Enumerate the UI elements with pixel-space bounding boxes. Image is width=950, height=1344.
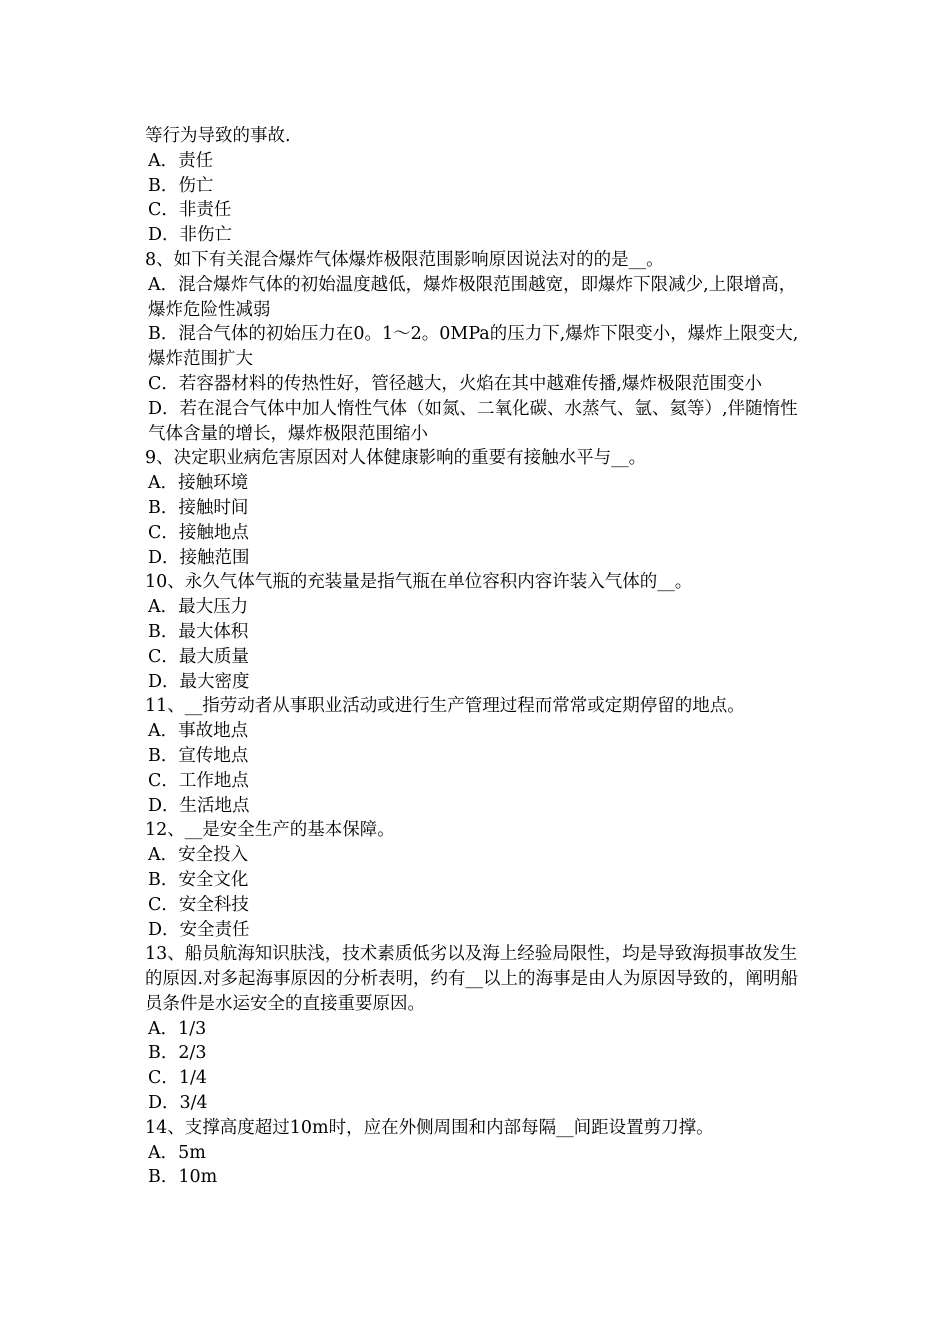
option-line: B．安全文化 xyxy=(148,869,249,890)
option-line: D．最大密度 xyxy=(148,671,250,692)
option-line: B．混合气体的初始压力在0。1～2。0MPa的压力下,爆炸下限变小，爆炸上限变大,爆炸范围扩大 xyxy=(148,324,799,370)
option-line: D．接触范围 xyxy=(148,547,250,568)
question-line: 12、__是安全生产的基本保障。 xyxy=(145,820,395,841)
text-line: 等行为导致的事故. xyxy=(145,126,291,146)
option-line: B．宣传地点 xyxy=(148,745,249,766)
question-line: 13、船员航海知识肤浅，技术素质低劣以及海上经验局限性，均是导致海损事故发生的原因.对多起海事原因的分析表明，约有__以上的海事是由人为原因导致的，阐明船员条件是水运安全的直接重要原因。 xyxy=(145,944,799,1014)
question-line: 14、支撑高度超过10m时，应在外侧周围和内部每隔__间距设置剪刀撑。 xyxy=(145,1117,714,1138)
option-line: A．1/3 xyxy=(148,1018,207,1039)
option-line: A．接触环境 xyxy=(148,473,249,494)
option-line: A．责任 xyxy=(148,150,214,171)
option-line: C．1/4 xyxy=(148,1068,208,1089)
option-line: C．非责任 xyxy=(148,200,232,221)
option-line: A．事故地点 xyxy=(148,721,249,742)
question-line: 8、如下有关混合爆炸气体爆炸极限范围影响原因说法对的的是__。 xyxy=(145,249,664,270)
option-line: D．若在混合气体中加人惰性气体（如氮、二氧化碳、水蒸气、氩、氦等）,伴随惰性气体含量的增长，爆炸极限范围缩小 xyxy=(148,398,798,444)
option-line: C．工作地点 xyxy=(148,770,249,791)
question-line: 10、永久气体气瓶的充装量是指气瓶在单位容积内容许装入气体的__。 xyxy=(145,572,693,593)
option-line: A．混合爆炸气体的初始温度越低，爆炸极限范围越宽，即爆炸下限减少,上限增高，爆炸危险性减弱 xyxy=(148,274,797,320)
option-line: A．最大压力 xyxy=(148,597,249,618)
option-line: B．10m xyxy=(148,1167,218,1188)
question-line: 11、__指劳动者从事职业活动或进行生产管理过程而常常或定期停留的地点。 xyxy=(145,696,745,717)
option-line: B．接触时间 xyxy=(148,497,249,518)
option-line: D．安全责任 xyxy=(148,919,250,940)
option-line: D．3/4 xyxy=(148,1093,208,1114)
option-line: A．5m xyxy=(148,1142,206,1163)
option-line: D．生活地点 xyxy=(148,795,250,816)
option-line: B．伤亡 xyxy=(148,175,214,196)
question-line: 9、决定职业病危害原因对人体健康影响的重要有接触水平与__。 xyxy=(145,448,647,469)
option-line: C．若容器材料的传热性好，管径越大，火焰在其中越难传播,爆炸极限范围变小 xyxy=(148,373,762,394)
document-body xyxy=(145,124,810,1190)
option-line: C．最大质量 xyxy=(148,646,249,667)
option-line: D．非伤亡 xyxy=(148,225,233,246)
option-line: C．安全科技 xyxy=(148,894,249,915)
option-line: C．接触地点 xyxy=(148,522,249,543)
option-line: B．2/3 xyxy=(148,1043,207,1064)
option-line: B．最大体积 xyxy=(148,621,249,642)
option-line: A．安全投入 xyxy=(148,845,249,866)
